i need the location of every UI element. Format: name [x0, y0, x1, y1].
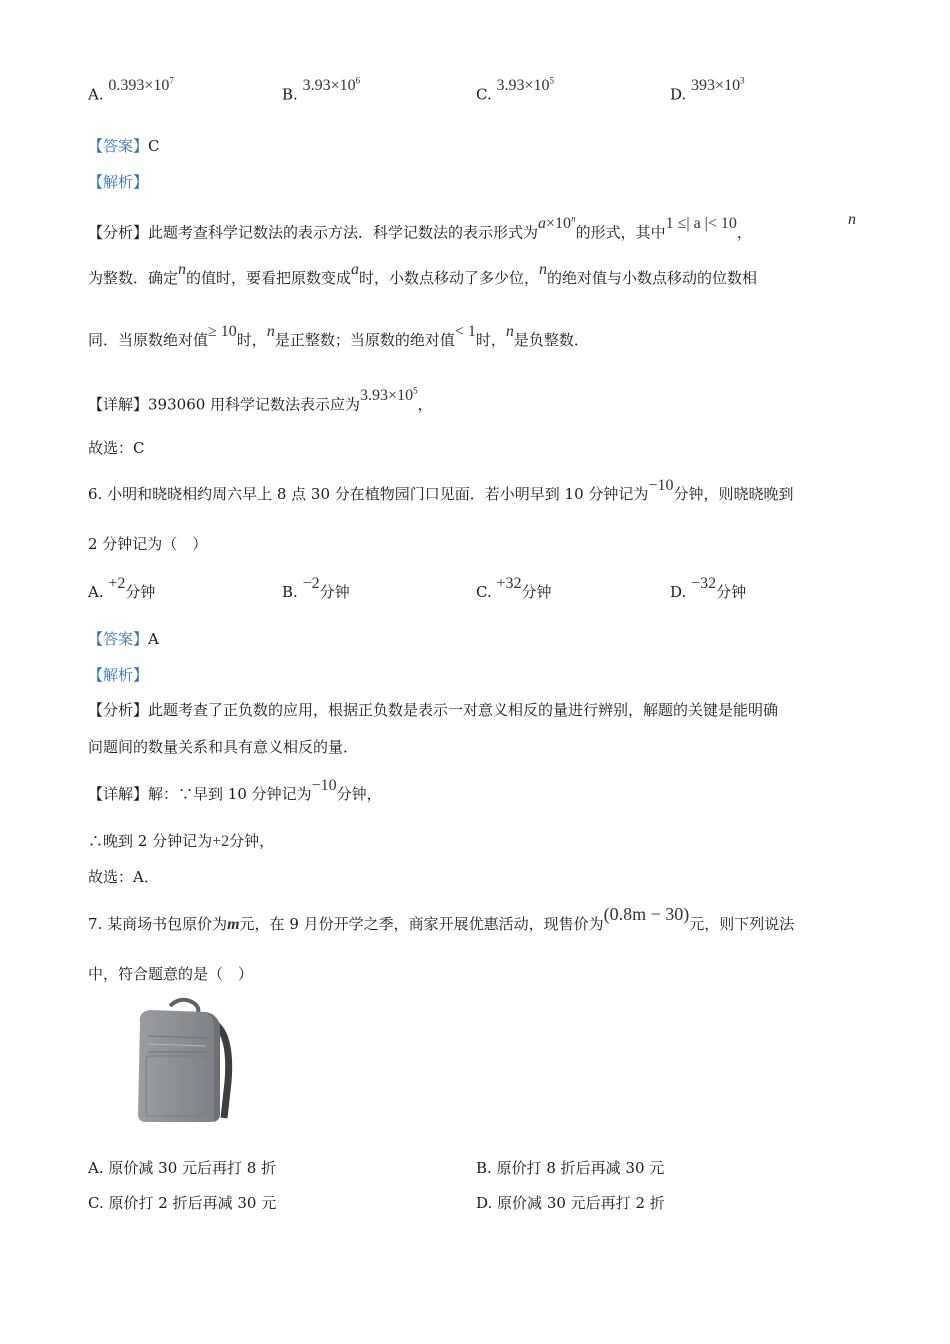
q7-option-c[interactable]: C. 原价打 2 折后再减 30 元 — [88, 1194, 277, 1212]
q6-stem-line1: 6. 小明和晓晓相约周六早上 8 点 30 分在植物园门口见面．若小明早到 10 分钟记为−10分钟，则晓晓晚到 — [88, 477, 794, 503]
q5-fenxi-line3: 同．当原数绝对值≥ 10时，n是正整数；当原数的绝对值< 1时，n是负整数． — [88, 323, 589, 349]
q6-fenxi-line2: 问题间的数量关系和具有意义相反的量． — [88, 738, 359, 756]
q5-fenxi-line1: 【分析】此题考查科学记数法的表示方法．科学记数法的表示形式为$a\times 10^n$的形式，其中1 ≤| a |< 10， — [88, 214, 752, 242]
q6-answer: 【答案】A — [88, 630, 159, 648]
q5-choose: 故选：C — [88, 439, 145, 457]
q5-option-a[interactable]: A. $0.393\times 10^7$ — [88, 76, 174, 104]
q5-fenxi-line2: 为整数．确定n的值时，要看把原数变成a时，小数点移动了多少位，n的绝对值与小数点移动的位数相 — [88, 261, 758, 287]
option-math: $3.93\times 10^6$ — [302, 76, 361, 95]
q5-option-d[interactable]: D. $393\times 10^3$ — [670, 76, 745, 104]
q5-option-c[interactable]: C. $3.93\times 10^5$ — [476, 76, 555, 104]
q5-analysis-label: 【解析】 — [88, 173, 149, 191]
option-math: $393\times 10^3$ — [691, 76, 745, 95]
q5-fenxi-n-var: n — [848, 211, 856, 228]
q5-option-b[interactable]: B. $3.93\times 10^6$ — [282, 76, 361, 104]
q7-stem-line2: 中，符合题意的是（ ） — [88, 965, 254, 983]
option-math: $3.93\times 10^5$ — [496, 76, 555, 95]
q6-choose: 故选：A． — [88, 868, 159, 886]
q6-stem-line2: 2 分钟记为（ ） — [88, 535, 208, 553]
q6-option-d[interactable]: D. −32分钟 — [670, 575, 747, 601]
q6-detail-line2: ∴晚到 2 分钟记为+2分钟， — [88, 832, 275, 850]
q7-stem-line1: 7. 某商场书包原价为m元，在 9 月份开学之季，商家开展优惠活动，现售价为(0.8m − 30)元，则下列说法 — [88, 904, 795, 933]
q6-detail-line1: 【详解】解：∵早到 10 分钟记为−10分钟， — [88, 777, 382, 803]
q6-option-b[interactable]: B. −2分钟 — [282, 575, 350, 601]
q7-option-d[interactable]: D. 原价减 30 元后再打 2 折 — [476, 1194, 665, 1212]
q7-option-a[interactable]: A. 原价减 30 元后再打 8 折 — [88, 1159, 277, 1177]
q5-answer: 【答案】C — [88, 137, 160, 155]
option-math: $0.393\times 10^7$ — [108, 76, 174, 95]
q5-detail: 【详解】393060 用科学记数法表示应为$3.93\times 10^5$， — [88, 386, 433, 414]
q6-option-a[interactable]: A. +2分钟 — [88, 575, 156, 601]
q6-option-c[interactable]: C. +32分钟 — [476, 575, 552, 601]
q7-option-b[interactable]: B. 原价打 8 折后再减 30 元 — [476, 1159, 665, 1177]
q6-analysis-label: 【解析】 — [88, 666, 149, 684]
q6-fenxi-line1: 【分析】此题考查了正负数的应用，根据正负数是表示一对意义相反的量进行辨别，解题的关键是能明确 — [88, 701, 779, 719]
backpack-image — [120, 992, 260, 1132]
